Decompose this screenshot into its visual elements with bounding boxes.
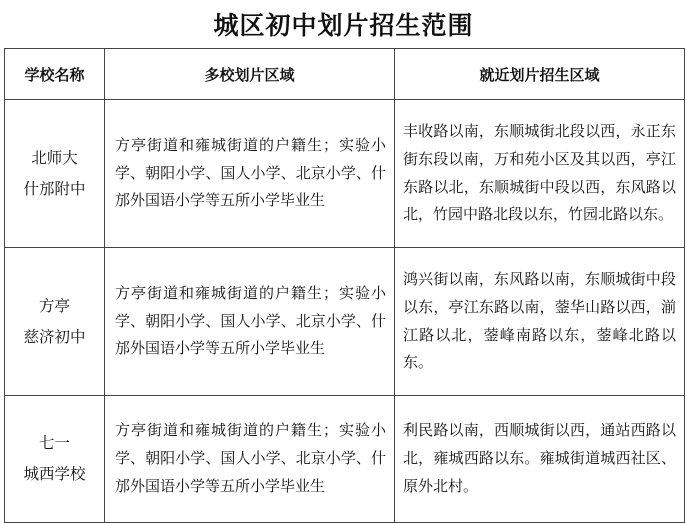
table-row <box>5 396 685 523</box>
table-row <box>5 100 685 248</box>
multi-zone-text: 方亭街道和雍城街道的户籍生；实验小学、朝阳小学、国人小学、北京小学、什邡外国语小学等五所小学毕业生 <box>115 283 386 358</box>
page-title: 城区初中划片招生范围 <box>213 11 474 40</box>
table-header-row <box>5 49 685 100</box>
school-name-line: 方亭 <box>38 296 70 315</box>
nearby-zone-text: 鸿兴街以南，东风路以南，东顺城街中段以东，亭江东路以南，蓥华山路以西，湔江路以北，蓥峰南路以东，蓥峰北路以东。 <box>403 269 676 372</box>
nearby-zone-cell <box>395 396 685 523</box>
nearby-zone-cell <box>395 248 685 396</box>
header-nearby-zone: 就近划片招生区域 <box>395 49 685 100</box>
header-school-name: 学校名称 <box>5 49 105 100</box>
school-name-line: 什邡附中 <box>23 179 86 198</box>
school-name-line: 北师大 <box>31 148 78 167</box>
multi-zone-text: 方亭街道和雍城街道的户籍生；实验小学、朝阳小学、国人小学、北京小学、什邡外国语小学等五所小学毕业生 <box>115 135 386 210</box>
multi-zone-text: 方亭街道和雍城街道的户籍生；实验小学、朝阳小学、国人小学、北京小学、什邡外国语小学等五所小学毕业生 <box>115 421 386 495</box>
header-multi-school-zone: 多校划片区域 <box>105 49 395 100</box>
nearby-zone-text: 丰收路以南，东顺城街北段以西，永正东街东段以南，万和苑小区及其以西，亭江东路以北，东顺城街中段以西，东风路以北，竹园中路北段以东，竹园北路以东。 <box>403 121 676 224</box>
school-name-line: 慈济初中 <box>23 327 86 346</box>
nearby-zone-cell <box>395 100 685 248</box>
school-name-cell <box>5 248 105 396</box>
nearby-zone-text: 利民路以南，西顺城街以西，通站西路以北，雍城西路以东。雍城街道城西社区、原外北村。 <box>403 421 676 495</box>
table-row <box>5 248 685 396</box>
multi-zone-cell <box>105 100 395 248</box>
multi-zone-cell <box>105 396 395 523</box>
school-name-cell <box>5 396 105 523</box>
school-name-line: 七一 <box>38 434 70 452</box>
enrollment-table <box>4 48 685 523</box>
school-name-cell <box>5 100 105 248</box>
school-name-line: 城西学校 <box>23 465 86 483</box>
multi-zone-cell <box>105 248 395 396</box>
